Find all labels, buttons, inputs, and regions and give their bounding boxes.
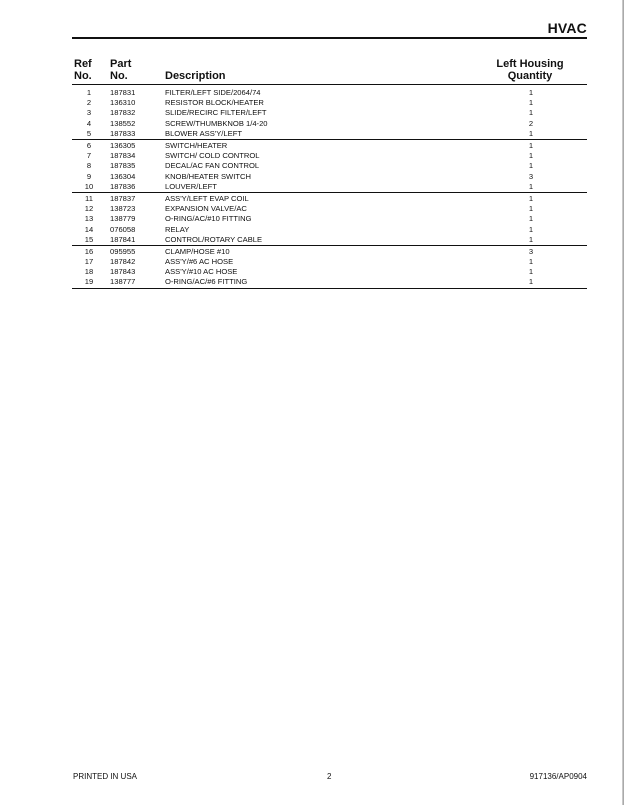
quantity-cell: 1 bbox=[528, 98, 534, 108]
part-no-cell: 138779 bbox=[110, 214, 136, 224]
ref-no-cell: 17 bbox=[84, 257, 94, 267]
header-rule bbox=[72, 84, 587, 85]
description-cell: ASS'Y/#6 AC HOSE bbox=[165, 257, 234, 267]
quantity-cell: 1 bbox=[528, 141, 534, 151]
ref-no-cell: 8 bbox=[86, 161, 92, 171]
ref-no-cell: 13 bbox=[84, 214, 94, 224]
ref-no-cell: 3 bbox=[86, 108, 92, 118]
part-no-cell: 187831 bbox=[110, 88, 136, 98]
page-number: 2 bbox=[327, 772, 332, 781]
description-cell: O-RING/AC/#6 FITTING bbox=[165, 277, 425, 288]
ref-header-line1: Ref bbox=[74, 58, 92, 70]
ref-no-cell: 19 bbox=[72, 277, 106, 288]
part-no-cell: 138723 bbox=[110, 204, 136, 214]
ref-no-cell: 18 bbox=[84, 267, 94, 277]
part-no-cell: 136305 bbox=[110, 141, 136, 151]
part-no-cell: 187841 bbox=[106, 235, 165, 246]
section-title: HVAC bbox=[547, 20, 587, 36]
part-no-cell: 187836 bbox=[106, 182, 165, 193]
description-cell: CONTROL/ROTARY CABLE bbox=[165, 235, 425, 246]
ref-no-cell: 10 bbox=[72, 182, 106, 193]
quantity-cell: 1 bbox=[425, 182, 587, 193]
part-no-cell: 138777 bbox=[106, 277, 165, 288]
quantity-cell: 3 bbox=[528, 246, 534, 256]
description-cell: CLAMP/HOSE #10 bbox=[165, 246, 230, 256]
table-row bbox=[72, 172, 587, 182]
parts-table bbox=[72, 88, 587, 289]
quantity-cell: 2 bbox=[528, 118, 534, 128]
quantity-cell: 1 bbox=[528, 88, 534, 98]
quantity-header bbox=[476, 58, 584, 82]
quantity-cell: 1 bbox=[425, 129, 587, 140]
description-cell: FILTER/LEFT SIDE/2064/74 bbox=[165, 88, 261, 98]
description-cell: SWITCH/ COLD CONTROL bbox=[165, 151, 260, 161]
table-row bbox=[72, 139, 587, 151]
table-row bbox=[72, 214, 587, 224]
table-row bbox=[72, 98, 587, 108]
quantity-cell: 1 bbox=[528, 224, 534, 234]
part-header-line1: Part bbox=[110, 58, 132, 70]
part-no-cell: 136310 bbox=[110, 98, 136, 108]
description-cell: RELAY bbox=[165, 224, 190, 234]
ref-no-cell: 4 bbox=[86, 118, 92, 128]
ref-no-cell: 11 bbox=[85, 193, 93, 203]
parts-table-body bbox=[72, 88, 587, 288]
ref-no-header bbox=[74, 58, 92, 82]
document-number: 917136/AP0904 bbox=[529, 772, 587, 781]
quantity-cell: 3 bbox=[528, 171, 534, 181]
ref-no-cell: 14 bbox=[84, 224, 94, 234]
quantity-cell: 1 bbox=[528, 267, 534, 277]
part-no-cell: 187832 bbox=[110, 108, 136, 118]
table-row bbox=[72, 192, 587, 204]
table-row bbox=[72, 204, 587, 214]
description-cell: O-RING/AC/#10 FITTING bbox=[165, 214, 252, 224]
part-no-cell: 187833 bbox=[106, 129, 165, 140]
table-row bbox=[72, 267, 587, 277]
quantity-cell: 1 bbox=[528, 108, 534, 118]
part-no-cell: 187834 bbox=[110, 151, 136, 161]
ref-no-cell: 1 bbox=[86, 88, 92, 98]
part-no-cell: 136304 bbox=[110, 171, 136, 181]
quantity-cell: 1 bbox=[528, 204, 534, 214]
ref-no-cell: 16 bbox=[84, 246, 94, 256]
description-cell: BLOWER ASS'Y/LEFT bbox=[165, 129, 425, 140]
ref-no-cell: 15 bbox=[72, 235, 106, 246]
ref-no-cell: 9 bbox=[86, 171, 92, 181]
description-cell: DECAL/AC FAN CONTROL bbox=[165, 161, 260, 171]
top-rule bbox=[72, 37, 587, 39]
table-row bbox=[72, 182, 587, 193]
ref-no-cell: 7 bbox=[86, 151, 92, 161]
part-no-cell: 076058 bbox=[110, 224, 136, 234]
part-no-cell: 187842 bbox=[110, 257, 136, 267]
table-row bbox=[72, 235, 587, 246]
description-cell: KNOB/HEATER SWITCH bbox=[165, 171, 251, 181]
table-row bbox=[72, 88, 587, 98]
qty-header-line1: Left Housing bbox=[496, 58, 564, 70]
quantity-cell: 1 bbox=[528, 257, 534, 267]
table-row bbox=[72, 119, 587, 129]
qty-header-line2: Quantity bbox=[507, 70, 553, 82]
description-cell: ASS'Y/LEFT EVAP COIL bbox=[165, 193, 249, 203]
quantity-cell: 1 bbox=[528, 193, 534, 203]
ref-no-cell: 6 bbox=[86, 141, 92, 151]
table-row bbox=[72, 277, 587, 288]
part-no-cell: 187843 bbox=[110, 267, 136, 277]
quantity-cell: 1 bbox=[425, 235, 587, 246]
part-no-cell: 187835 bbox=[110, 161, 136, 171]
part-no-header bbox=[110, 58, 131, 82]
description-cell: RESISTOR BLOCK/HEATER bbox=[165, 98, 264, 108]
printed-in-label: PRINTED IN USA bbox=[73, 772, 138, 781]
ref-no-cell: 2 bbox=[86, 98, 92, 108]
description-cell: LOUVER/LEFT bbox=[165, 182, 425, 193]
quantity-cell: 1 bbox=[528, 151, 534, 161]
table-row bbox=[72, 129, 587, 140]
ref-no-cell: 12 bbox=[84, 204, 94, 214]
table-row bbox=[72, 151, 587, 161]
description-cell: SCREW/THUMBKNOB 1/4-20 bbox=[165, 118, 268, 128]
table-row bbox=[72, 245, 587, 257]
quantity-cell: 1 bbox=[528, 161, 534, 171]
table-row bbox=[72, 257, 587, 267]
description-cell: SLIDE/RECIRC FILTER/LEFT bbox=[165, 108, 267, 118]
description-cell: EXPANSION VALVE/AC bbox=[165, 204, 247, 214]
part-header-line2: No. bbox=[110, 70, 128, 82]
description-cell: ASS'Y/#10 AC HOSE bbox=[165, 267, 238, 277]
part-no-cell: 095955 bbox=[110, 246, 136, 256]
table-row bbox=[72, 108, 587, 118]
description-header: Description bbox=[165, 70, 226, 82]
table-row bbox=[72, 224, 587, 234]
ref-no-cell: 5 bbox=[72, 129, 106, 140]
description-cell: SWITCH/HEATER bbox=[165, 141, 228, 151]
part-no-cell: 138552 bbox=[110, 118, 136, 128]
part-no-cell: 187837 bbox=[110, 193, 136, 203]
quantity-cell: 1 bbox=[425, 277, 587, 288]
ref-header-line2: No. bbox=[74, 70, 92, 82]
quantity-cell: 1 bbox=[528, 214, 534, 224]
table-row bbox=[72, 161, 587, 171]
